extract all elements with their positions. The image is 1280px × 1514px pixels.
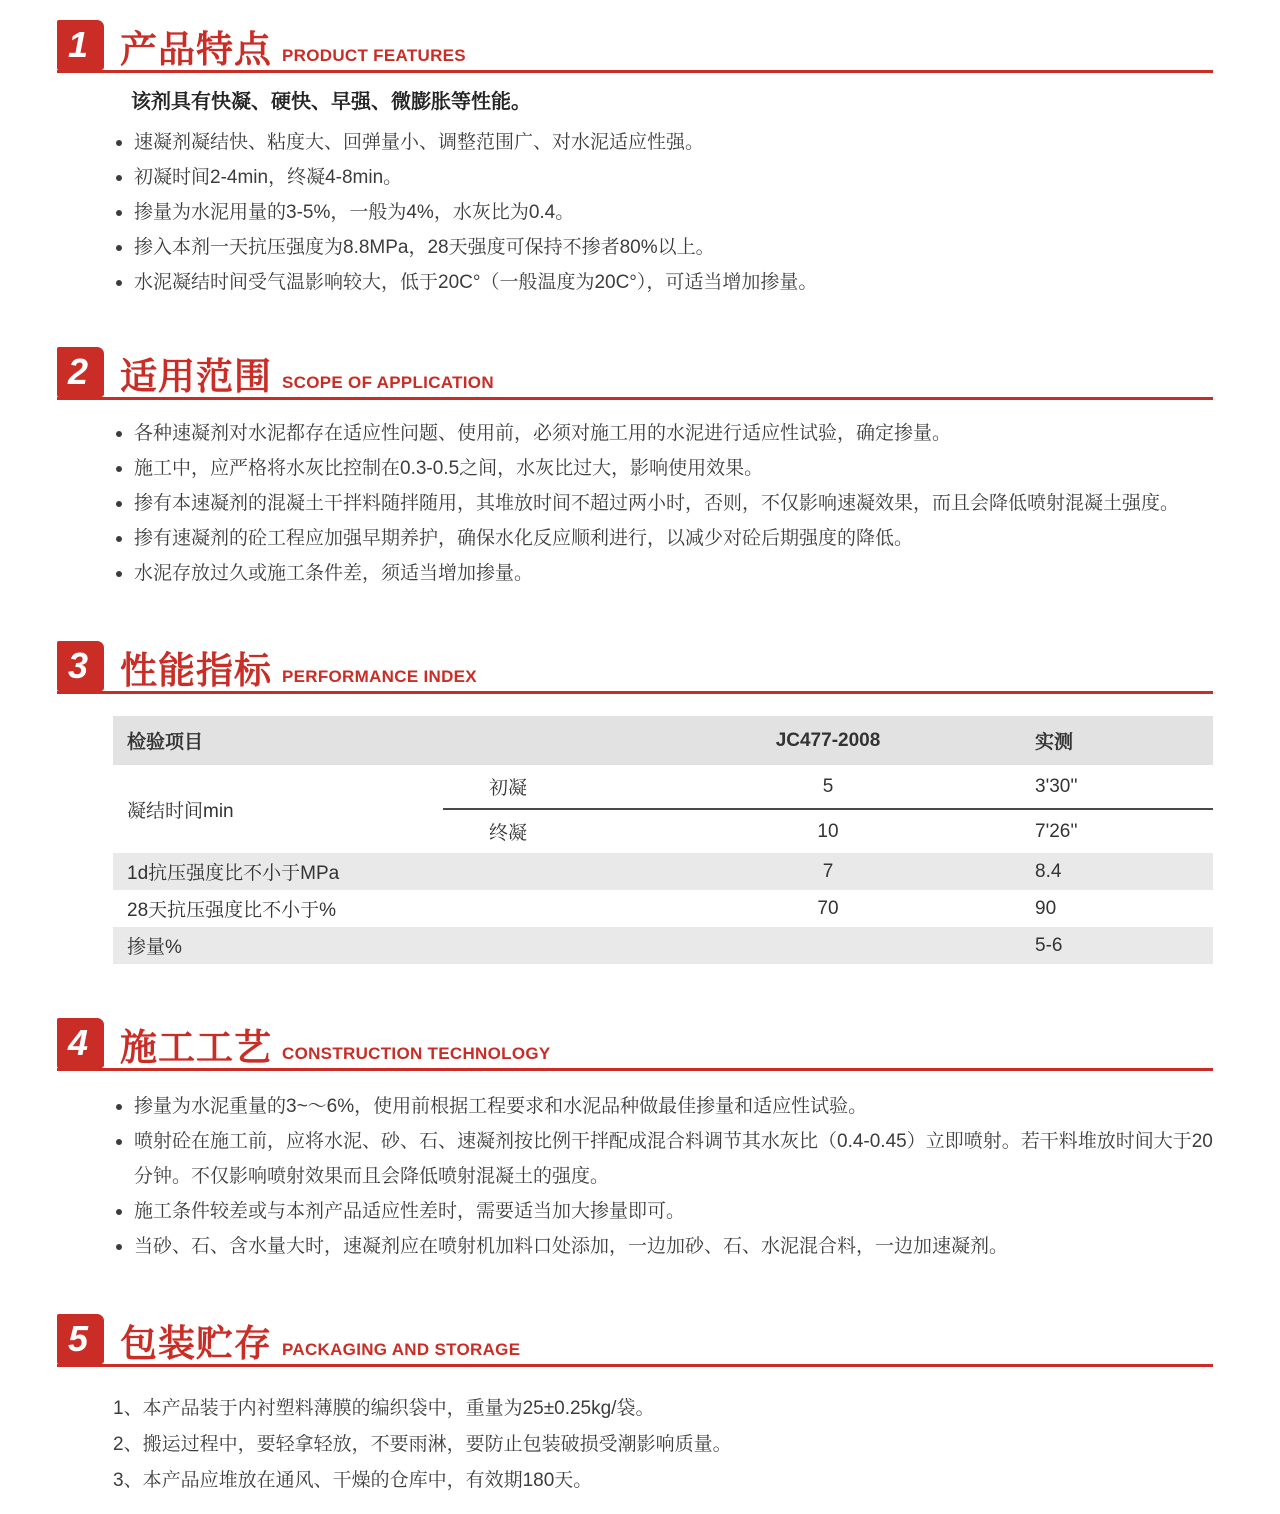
section-1-intro: 该剂具有快凝、硬快、早强、微膨胀等性能。	[131, 91, 531, 113]
cell-standard: 7	[822, 860, 834, 882]
cell-measured: 7'26''	[973, 809, 1213, 853]
section-packaging-and-storage	[0, 1314, 1280, 1499]
bullet-item: 各种速凝剂对水泥都存在适应性问题、使用前，必须对施工用的水泥进行适应性试验，确定掺量。	[113, 416, 1220, 451]
section-1-number-badge: 1	[57, 20, 104, 70]
section-5-title: 包装贮存	[120, 1323, 272, 1364]
section-1-subtitle: PRODUCT FEATURES	[282, 46, 466, 65]
bullet-item: 施工中，应严格将水灰比控制在0.3-0.5之间，水灰比过大，影响使用效果。	[113, 451, 1220, 486]
bullet-item: 掺有本速凝剂的混凝土干拌料随拌随用，其堆放时间不超过两小时，否则，不仅影响速凝效果，而且会降低喷射混凝土强度。	[113, 486, 1220, 521]
section-2-number-badge: 2	[57, 347, 104, 397]
cell-item: 掺量%	[127, 937, 182, 958]
performance-index-table	[113, 716, 1213, 964]
section-product-features	[0, 20, 1280, 300]
section-construction-technology	[0, 1018, 1280, 1264]
bullet-item: 掺有速凝剂的砼工程应加强早期养护，确保水化反应顺利进行，以减少对砼后期强度的降低。	[113, 521, 1220, 556]
header-cell-standard: JC477-2008	[683, 716, 973, 765]
table-row	[113, 765, 1213, 809]
section-5-numbered-list	[113, 1391, 1220, 1499]
header-cell-sub	[443, 716, 683, 765]
cell-standard: 10	[683, 809, 973, 853]
list-item: 1、本产品装于内衬塑料薄膜的编织袋中，重量为25±0.25kg/袋。	[113, 1398, 655, 1419]
cell-measured: 8.4	[1035, 860, 1062, 882]
bullet-item: 速凝剂凝结快、粘度大、回弹量小、调整范围广、对水泥适应性强。	[113, 125, 1220, 160]
table-row	[113, 853, 1213, 890]
bullet-item: 水泥凝结时间受气温影响较大，低于20C°（一般温度为20C°），可适当增加掺量。	[113, 265, 1220, 300]
section-5-header	[57, 1314, 1213, 1367]
section-3-title: 性能指标	[120, 650, 272, 691]
cell-sub	[443, 927, 683, 964]
cell-item: 凝结时间min	[127, 800, 234, 822]
cell-item: 28天抗压强度比不小于%	[127, 900, 337, 921]
bullet-item: 施工条件较差或与本剂产品适应性差时，需要适当加大掺量即可。	[113, 1194, 1220, 1229]
bullet-item: 水泥存放过久或施工条件差，须适当增加掺量。	[113, 556, 1220, 591]
section-performance-index	[0, 641, 1280, 964]
cell-sub: 终凝	[443, 809, 683, 853]
cell-sub	[443, 890, 683, 927]
cell-sub	[443, 853, 683, 890]
section-1-bullet-list	[113, 125, 1220, 300]
cell-measured: 5-6	[1035, 934, 1063, 956]
cell-standard: 70	[817, 897, 839, 919]
table-header-row	[113, 716, 1213, 765]
section-4-subtitle: CONSTRUCTION TECHNOLOGY	[282, 1044, 551, 1063]
header-cell-item: 检验项目	[113, 716, 443, 765]
bullet-item: 掺量为水泥用量的3-5%，一般为4%，水灰比为0.4。	[113, 195, 1220, 230]
section-2-bullet-list	[113, 416, 1220, 591]
section-3-subtitle: PERFORMANCE INDEX	[282, 667, 477, 686]
bullet-item: 喷射砼在施工前，应将水泥、砂、石、速凝剂按比例干拌配成混合料调节其水灰比（0.4-0.45）立即喷射。若干料堆放时间大于20分钟。不仅影响喷射效果而且会降低喷射混凝土的强度。	[113, 1124, 1220, 1194]
cell-standard: 5	[822, 775, 834, 797]
cell-standard	[683, 927, 973, 964]
cell-item: 1d抗压强度比不小于MPa	[127, 863, 340, 884]
section-scope-of-application	[0, 347, 1280, 591]
section-2-title: 适用范围	[120, 356, 272, 397]
cell-measured: 3'30''	[1035, 775, 1078, 797]
bullet-item: 当砂、石、含水量大时，速凝剂应在喷射机加料口处添加，一边加砂、石、水泥混合料，一边加速凝剂。	[113, 1229, 1220, 1264]
section-2-subtitle: SCOPE OF APPLICATION	[282, 373, 494, 392]
section-2-header	[57, 347, 1213, 400]
bullet-item: 初凝时间2-4min，终凝4-8min。	[113, 160, 1220, 195]
header-cell-measured: 实测	[973, 716, 1213, 765]
table-row	[113, 890, 1213, 927]
section-1-title: 产品特点	[120, 29, 272, 70]
section-4-bullet-list	[113, 1089, 1220, 1264]
cell-measured: 90	[1035, 897, 1057, 919]
list-item: 3、本产品应堆放在通风、干燥的仓库中，有效期180天。	[113, 1470, 593, 1491]
bullet-item: 掺入本剂一天抗压强度为8.8MPa，28天强度可保持不掺者80%以上。	[113, 230, 1220, 265]
section-3-header	[57, 641, 1213, 694]
section-1-header	[57, 20, 1213, 73]
cell-sub: 初凝	[489, 778, 528, 799]
table-row	[113, 927, 1213, 964]
section-3-number-badge: 3	[57, 641, 104, 691]
section-5-subtitle: PACKAGING AND STORAGE	[282, 1340, 521, 1359]
section-4-header	[57, 1018, 1213, 1071]
bullet-item: 掺量为水泥重量的3~～6%，使用前根据工程要求和水泥品种做最佳掺量和适应性试验。	[113, 1089, 1220, 1124]
section-4-number-badge: 4	[57, 1018, 104, 1068]
section-5-number-badge: 5	[57, 1314, 104, 1364]
list-item: 2、搬运过程中，要轻拿轻放，不要雨淋，要防止包装破损受潮影响质量。	[113, 1434, 732, 1455]
section-4-title: 施工工艺	[120, 1027, 272, 1068]
